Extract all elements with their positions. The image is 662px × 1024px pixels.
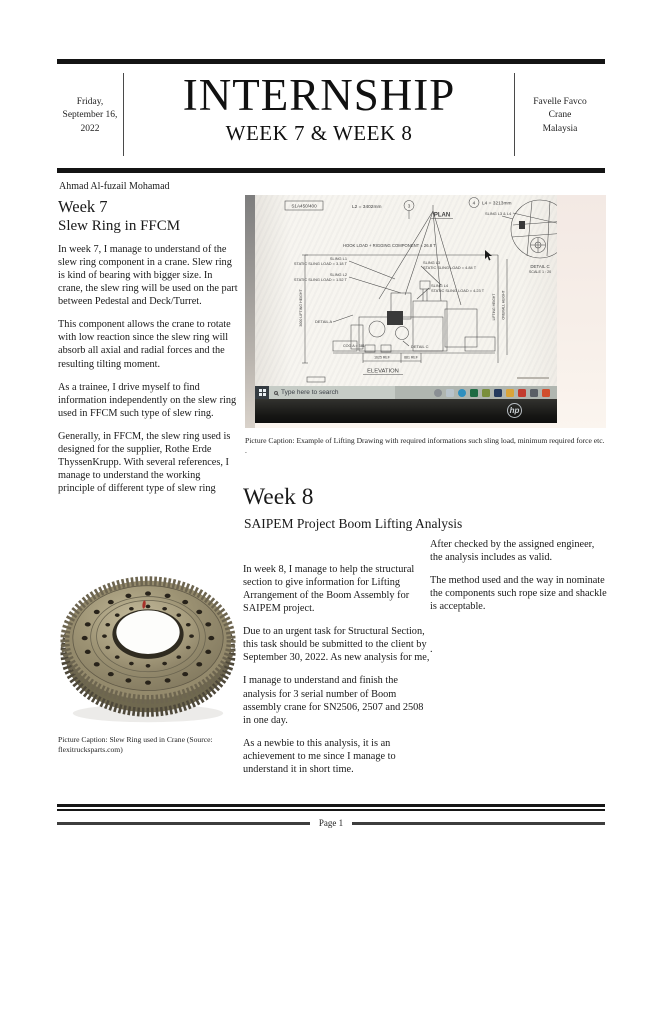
drawing-detail-c-sling-label: SLING L3 & L4 — [485, 211, 512, 216]
masthead-bottom-rule — [57, 168, 605, 173]
figure2-caption: Picture Caption: Slew Ring used in Crane (Source: flexitrucksparts.com) — [58, 735, 213, 755]
taskbar-app-icon — [458, 389, 466, 397]
taskbar-app-icon — [506, 389, 514, 397]
drawing-sling3-name: SLING L3 — [423, 260, 441, 265]
footer-line-right — [352, 822, 605, 825]
organization-name — [515, 64, 605, 168]
slew-ring-image — [57, 566, 240, 731]
week7-subheading: Slew Ring in FFCM — [58, 218, 181, 234]
week7-paragraph: In week 7, I manage to understand of the slew ring component in a crane. Slew ring is kind of bearing with bigger size. In crane, the slew ring will be used on the part between Pedestal and Deck/Turret. — [58, 244, 238, 308]
drawing-sling2-name: SLING L2 — [329, 272, 347, 277]
taskbar-app-icon — [542, 389, 550, 397]
issue-date-line: 2022 — [80, 123, 100, 134]
mouse-cursor — [485, 250, 492, 261]
drawing-sling1-name: SLING L1 — [329, 256, 347, 261]
search-icon — [274, 391, 278, 395]
issue-date — [57, 64, 123, 168]
drawing-ref2-label: 881 REF — [404, 355, 418, 360]
photo-wall-strip — [245, 195, 255, 428]
taskbar — [255, 386, 557, 399]
lifting-drawing — [255, 195, 557, 386]
masthead-center — [124, 64, 514, 168]
drawing-dim-l2: L2 = 3402mm — [352, 205, 382, 210]
taskbar-app-icon — [494, 389, 502, 397]
windows-start-icon — [255, 386, 269, 399]
taskbar-search — [269, 386, 395, 399]
organization-line: Malaysia — [542, 123, 578, 134]
taskbar-app-icon — [530, 389, 538, 397]
week8-paragraph: I manage to understand and finish the analysis for 3 serial number of Boom assembly crane for SN2506, 2507 and 2508 in one day. — [243, 675, 424, 726]
week8-paragraph: The method used and the way in nominate the components such rope size and shackle is acceptable. — [430, 575, 607, 613]
week8-heading: Week 8 — [243, 484, 314, 510]
search-placeholder-text: Type here to search — [281, 389, 339, 396]
footer-line-left — [57, 822, 310, 825]
drawing-right-height-label: LIFTING HEIGHT — [492, 293, 496, 321]
footer-double-rule — [57, 804, 605, 811]
week7-heading: Week 7 — [58, 197, 108, 216]
drawing-overall-height-label: OVERALL HEIGHT — [501, 290, 506, 320]
week7-paragraph: As a trainee, I drive myself to find information independently on the slew ring used in FFCM such type of slew ring. — [58, 381, 237, 419]
drawing-ref1-label: 1625 REF — [374, 355, 390, 360]
week8-body-column-1 — [243, 563, 430, 786]
byline: Ahmad Al-fuzail Mohamad — [59, 181, 170, 192]
issue-date-line: September 16, — [62, 110, 118, 121]
drawing-left-height-label: 3000 LIFTING HEIGHT — [299, 289, 303, 327]
taskbar-app-icons — [434, 389, 557, 397]
drawing-elevation-label: ELEVATION — [367, 368, 399, 375]
week8-subheading: SAIPEM Project Boom Lifting Analysis — [244, 516, 463, 531]
newsletter-subtitle: WEEK 7 & WEEK 8 — [225, 121, 413, 145]
slew-ring-graphic — [57, 566, 240, 731]
drawing-dim-l4: L4 = 3213mm — [482, 201, 512, 207]
week7-body-column — [58, 243, 239, 505]
week8-body-column-2 — [430, 538, 608, 666]
taskbar-app-icon — [446, 389, 454, 397]
drawing-sling4-name: SLING L4 — [431, 283, 449, 288]
taskbar-app-icon — [434, 389, 442, 397]
taskbar-app-icon — [518, 389, 526, 397]
hp-logo: hp — [507, 403, 522, 418]
taskbar-app-icon — [482, 389, 490, 397]
issue-date-line: Friday, — [76, 97, 104, 108]
newsletter-title: INTERNSHIP — [182, 70, 456, 120]
drawing-sling4-load: STATIC SLING LOAD = 4.23 T — [431, 288, 485, 293]
week8-paragraph: Due to an urgent task for Structural Section, this task should be submitted to the client by September 30, 2022. As new analysis for me, — [243, 626, 430, 664]
organization-line: Favelle Favco — [533, 97, 587, 108]
taskbar-app-icon — [470, 389, 478, 397]
drawing-detail-c2-label: DETAIL C — [411, 344, 429, 349]
drawing-balloon-4: 4 — [472, 201, 476, 207]
drawing-sling3-load: STATIC SLING LOAD = 4.84 T — [423, 265, 477, 270]
drawing-ref-box: S1A450/400 — [291, 203, 317, 209]
week8-paragraph: In week 8, I manage to help the structural section to give information for Lifting Arrangement of the Boom Assembly for SAIPEM project. — [243, 564, 415, 615]
drawing-detail-c-scale: SCALE 1 : 20 — [528, 270, 552, 274]
footer — [57, 818, 605, 828]
masthead — [57, 64, 605, 168]
drawing-plan-label: PLAN — [433, 212, 451, 219]
stray-period: . — [430, 644, 433, 656]
monitor-screen — [255, 195, 557, 386]
monitor — [255, 195, 557, 423]
organization-line: Crane — [548, 110, 572, 121]
page-number: Page 1 — [318, 818, 344, 828]
figure1-caption: Picture Caption: Example of Lifting Drawing with required informations such sling load, minimum required force etc. . — [245, 436, 605, 456]
lifting-drawing-photo — [245, 195, 606, 428]
drawing-detail-c-label: DETAIL C — [530, 264, 550, 269]
week7-paragraph: This component allows the crane to rotate with low reaction since the slew ring will absorb all axial and radial forces and the resulting tilting moment. — [58, 319, 231, 370]
drawing-sling2-load: STATIC SLING LOAD = 1.52 T — [293, 277, 347, 282]
week8-paragraph: After checked by the assigned engineer, the analysis includes as valid. — [430, 539, 595, 564]
week8-paragraph: As a newbie to this analysis, it is an achievement to me since I manage to understand it in short time. — [243, 737, 396, 775]
drawing-hook-load-note: HOOK LOAD + RIGGING COMPONENT = 26.8 T — [343, 243, 436, 248]
drawing-cog-label: COG A = 381 — [343, 344, 365, 348]
drawing-detail-a-label: DETAIL A — [315, 319, 333, 324]
week7-paragraph: Generally, in FFCM, the slew ring used is designed for the supplier, Rothe Erde ThyssenKrupp. With several references, I manage to understand the working principle of different type of slew ring — [58, 430, 231, 494]
drawing-sling1-load: STATIC SLING LOAD = 3.18 T — [293, 261, 347, 266]
monitor-bezel — [255, 399, 557, 423]
drawing-balloon-3: 3 — [407, 204, 411, 210]
